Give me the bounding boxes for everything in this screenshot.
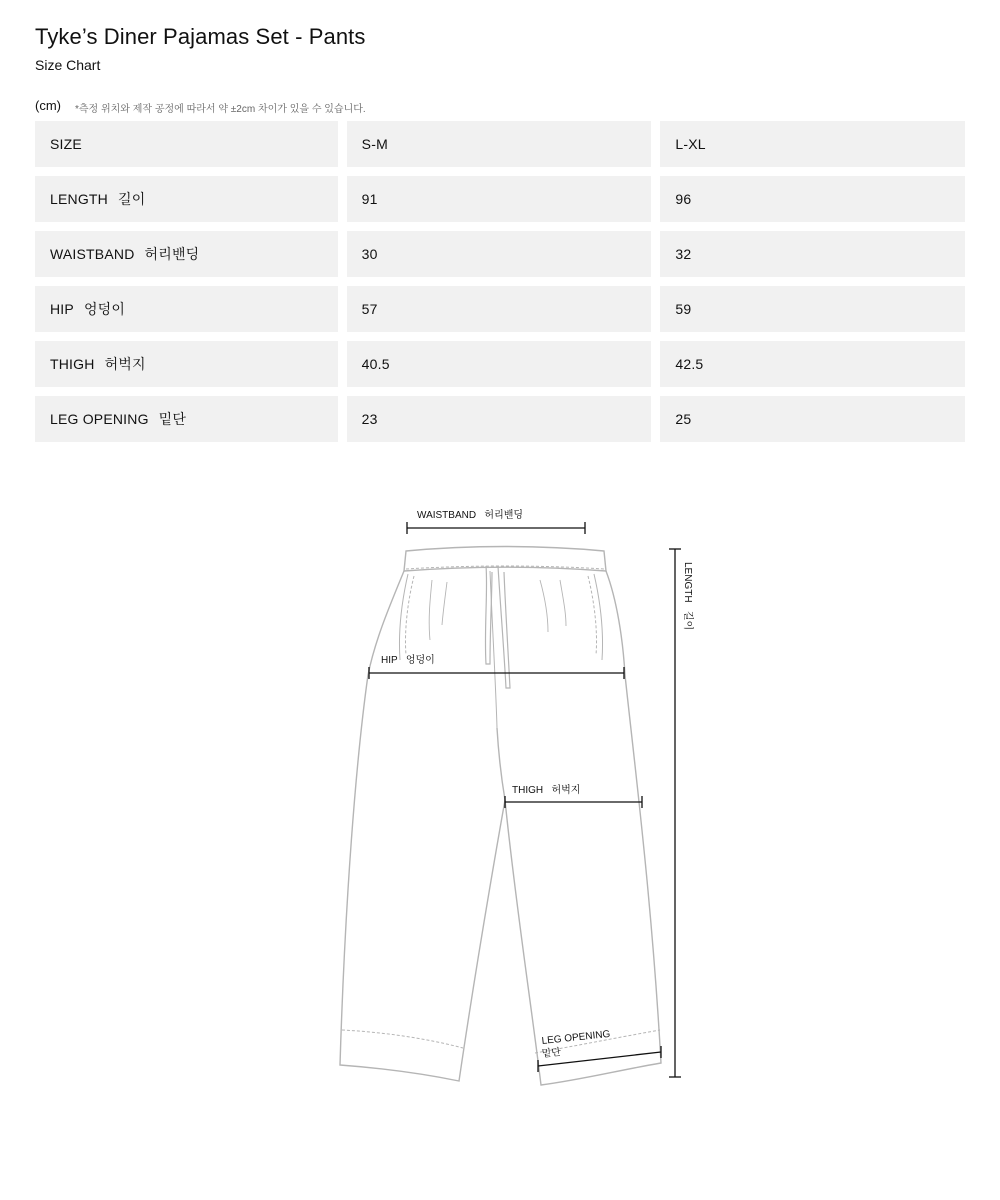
value-s-m: 23 [347, 396, 652, 442]
unit-label: (cm) [35, 98, 61, 113]
pants-illustration [340, 547, 661, 1086]
crotch-outline [497, 728, 505, 800]
row-label-kr: 엉덩이 [83, 301, 126, 317]
table-row [35, 396, 965, 442]
value-s-m: 40.5 [347, 341, 652, 387]
measurement-note: *측정 위치와 제작 공정에 따라서 약 ±2cm 차이가 있을 수 있습니다. [75, 104, 366, 115]
gather-fold [442, 582, 447, 625]
page-subtitle: Size Chart [35, 57, 101, 73]
row-label-en: THIGH [50, 356, 95, 372]
left-leg-outline [340, 571, 505, 1081]
pants-measurement-diagram [0, 480, 1000, 1100]
value-l-xl: 25 [660, 396, 965, 442]
row-label [35, 286, 338, 332]
value-l-xl: 32 [660, 231, 965, 277]
hip-label: HIP 엉덩이 [381, 655, 435, 666]
row-label [35, 231, 338, 277]
right-leg-outline [505, 571, 661, 1085]
table-header-row [35, 121, 965, 167]
row-label-en: HIP [50, 301, 74, 317]
left-hem-stitch [342, 1030, 463, 1048]
value-l-xl: 42.5 [660, 341, 965, 387]
row-label-kr: 허벅지 [104, 356, 146, 372]
leg-opening-label-kr: 밑단 [541, 1047, 562, 1060]
row-label-en: LENGTH [50, 191, 108, 207]
table-row [35, 286, 965, 332]
table-row [35, 176, 965, 222]
table-row [35, 231, 965, 277]
row-label [35, 176, 338, 222]
header-size-l-xl: L-XL [660, 121, 965, 167]
header-size-label: SIZE [35, 121, 338, 167]
value-l-xl: 96 [660, 176, 965, 222]
value-s-m: 30 [347, 231, 652, 277]
drawstring-right [498, 566, 510, 688]
left-pocket-stitch [405, 576, 414, 655]
value-s-m: 91 [347, 176, 652, 222]
row-label-kr: 허리밴딩 [144, 246, 200, 262]
right-pocket-stitch [588, 576, 597, 655]
row-label [35, 341, 338, 387]
waistband-label: WAISTBAND 허리밴딩 [417, 510, 524, 521]
drawstring-left [485, 566, 492, 664]
page-title: Tyke’s Diner Pajamas Set - Pants [35, 24, 366, 49]
waistband-outline [404, 547, 606, 572]
row-label-kr: 밑단 [158, 411, 187, 427]
row-label-kr: 길이 [118, 191, 146, 207]
value-l-xl: 59 [660, 286, 965, 332]
gather-fold [429, 580, 432, 640]
measurement-lines [369, 522, 681, 1077]
size-chart-table [35, 121, 965, 451]
length-label: LENGTH 길이 [682, 562, 693, 631]
row-label-en: WAISTBAND [50, 246, 135, 262]
leg-opening-label: LEG OPENING [541, 1028, 611, 1047]
thigh-label: THIGH 허벅지 [512, 785, 581, 796]
gather-fold [540, 580, 548, 632]
gather-fold [560, 580, 566, 626]
table-row [35, 341, 965, 387]
row-label [35, 396, 338, 442]
row-label-en: LEG OPENING [50, 411, 149, 427]
value-s-m: 57 [347, 286, 652, 332]
header-size-s-m: S-M [347, 121, 652, 167]
